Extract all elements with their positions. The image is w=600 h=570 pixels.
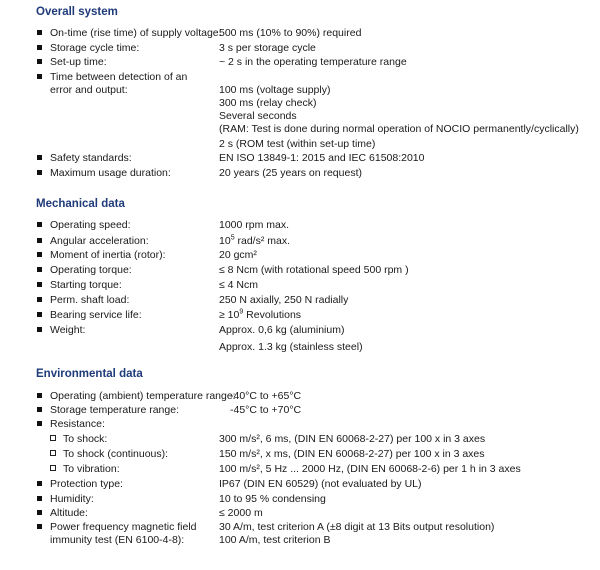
spec-value — [219, 84, 579, 136]
spec-value-line: Several seconds — [219, 110, 297, 122]
bullet-icon — [37, 481, 42, 486]
value-exponent: 5 — [230, 234, 235, 242]
value-base: 10 — [219, 235, 231, 247]
spec-label: Storage temperature range: — [50, 404, 179, 416]
spec-value: 500 ms (10% to 90%) required — [219, 27, 362, 39]
spec-value: Approx. 1.3 kg (stainless steel) — [219, 341, 363, 353]
spec-value — [219, 309, 301, 322]
section-title-mechanical: Mechanical data — [36, 198, 125, 210]
spec-label-line: immunity test (EN 6100-4-8): — [50, 534, 185, 546]
section-title-overall: Overall system — [36, 6, 118, 18]
spec-value: 1000 rpm max. — [219, 219, 290, 231]
spec-value — [219, 235, 290, 248]
spec-value: 3 s per storage cycle — [219, 42, 316, 54]
spec-label: Moment of inertia (rotor): — [50, 249, 166, 261]
spec-label: Humidity: — [50, 493, 94, 505]
spec-value: -45°C to +70°C — [230, 404, 302, 416]
value-unit: rad/s² max. — [234, 235, 291, 247]
spec-value: 20 years (25 years on request) — [219, 167, 362, 179]
bullet-icon — [37, 510, 42, 515]
spec-label: Resistance: — [50, 418, 105, 430]
spec-label-line: Power frequency magnetic field — [50, 521, 197, 533]
bullet-icon — [37, 421, 42, 426]
spec-label: Set-up time: — [50, 56, 107, 68]
spec-label: Perm. shaft load: — [50, 294, 130, 306]
spec-value: ≤ 2000 m — [219, 507, 263, 519]
spec-label: Operating torque: — [50, 264, 132, 276]
spec-label: Safety standards: — [50, 152, 132, 164]
spec-value: 10 to 95 % condensing — [219, 493, 326, 505]
bullet-icon — [37, 393, 42, 398]
spec-value-line: 100 ms (voltage supply) — [219, 84, 331, 96]
spec-value: IP67 (DIN EN 60529) (not evaluated by UL) — [219, 478, 422, 490]
spec-label-line: Time between detection of an — [50, 71, 188, 83]
spec-value: 150 m/s², x ms, (DIN EN 60068-2-27) per 100 x in 3 axes — [219, 448, 485, 460]
bullet-icon — [37, 30, 42, 35]
spec-label: Angular acceleration: — [50, 235, 149, 247]
spec-label — [50, 71, 187, 97]
square-bullet-icon — [50, 450, 56, 456]
value-exponent: 9 — [239, 308, 244, 316]
bullet-icon — [37, 496, 42, 501]
spec-value: ≤ 8 Ncm (with rotational speed 500 rpm ) — [219, 264, 409, 276]
spec-label: To vibration: — [63, 463, 120, 475]
spec-label: Starting torque: — [50, 279, 122, 291]
value-unit: Revolutions — [243, 309, 302, 321]
spec-label: Operating (ambient) temperature range: — [50, 390, 236, 402]
bullet-icon — [37, 407, 42, 412]
bullet-icon — [37, 170, 42, 175]
spec-label: Operating speed: — [50, 219, 131, 231]
spec-label: Bearing service life: — [50, 309, 142, 321]
bullet-icon — [37, 45, 42, 50]
bullet-icon — [37, 327, 42, 332]
spec-label: Storage cycle time: — [50, 42, 140, 54]
spec-value: 250 N axially, 250 N radially — [219, 294, 349, 306]
spec-label: Maximum usage duration: — [50, 167, 171, 179]
bullet-icon — [37, 74, 42, 79]
value-base: ≥ 10 — [219, 309, 240, 321]
spec-label: On-time (rise time) of supply voltage: — [50, 27, 222, 39]
spec-label: Weight: — [50, 324, 86, 336]
bullet-icon — [37, 267, 42, 272]
spec-label: To shock: — [63, 433, 108, 445]
square-bullet-icon — [50, 465, 56, 471]
spec-value — [219, 521, 494, 547]
bullet-icon — [37, 297, 42, 302]
bullet-icon — [37, 222, 42, 227]
bullet-icon — [37, 252, 42, 257]
spec-value-line: 100 A/m, test criterion B — [219, 534, 331, 546]
spec-value: 2 s (ROM test (within set-up time) — [219, 138, 376, 150]
spec-label: Altitude: — [50, 507, 88, 519]
spec-value: EN ISO 13849-1: 2015 and IEC 61508:2010 — [219, 152, 425, 164]
bullet-icon — [37, 312, 42, 317]
spec-value: 100 m/s², 5 Hz ... 2000 Hz, (DIN EN 60068-2-6) per 1 h in 3 axes — [219, 463, 521, 475]
spec-value: ≤ 4 Ncm — [219, 279, 259, 291]
square-bullet-icon — [50, 435, 56, 441]
bullet-icon — [37, 59, 42, 64]
spec-label: Protection type: — [50, 478, 123, 490]
spec-value-line: 300 ms (relay check) — [219, 97, 317, 109]
bullet-icon — [37, 524, 42, 529]
spec-label — [50, 521, 197, 547]
section-title-environmental: Environmental data — [36, 368, 143, 380]
bullet-icon — [37, 282, 42, 287]
spec-value: 300 m/s², 6 ms, (DIN EN 60068-2-27) per 100 x in 3 axes — [219, 433, 486, 445]
spec-value-line: (RAM: Test is done during normal operation of NOCIO permanently/cyclically) — [219, 123, 579, 135]
spec-label-line: error and output: — [50, 84, 128, 96]
spec-value: ~ 2 s in the operating temperature range — [219, 56, 407, 68]
spec-value: 20 gcm² — [219, 249, 257, 261]
spec-value-line: 30 A/m, test criterion A (±8 digit at 13 Bits output resolution) — [219, 521, 495, 533]
bullet-icon — [37, 238, 42, 243]
spec-label: To shock (continuous): — [63, 448, 169, 460]
spec-value: Approx. 0,6 kg (aluminium) — [219, 324, 345, 336]
bullet-icon — [37, 155, 42, 160]
spec-value: -40°C to +65°C — [230, 390, 302, 402]
